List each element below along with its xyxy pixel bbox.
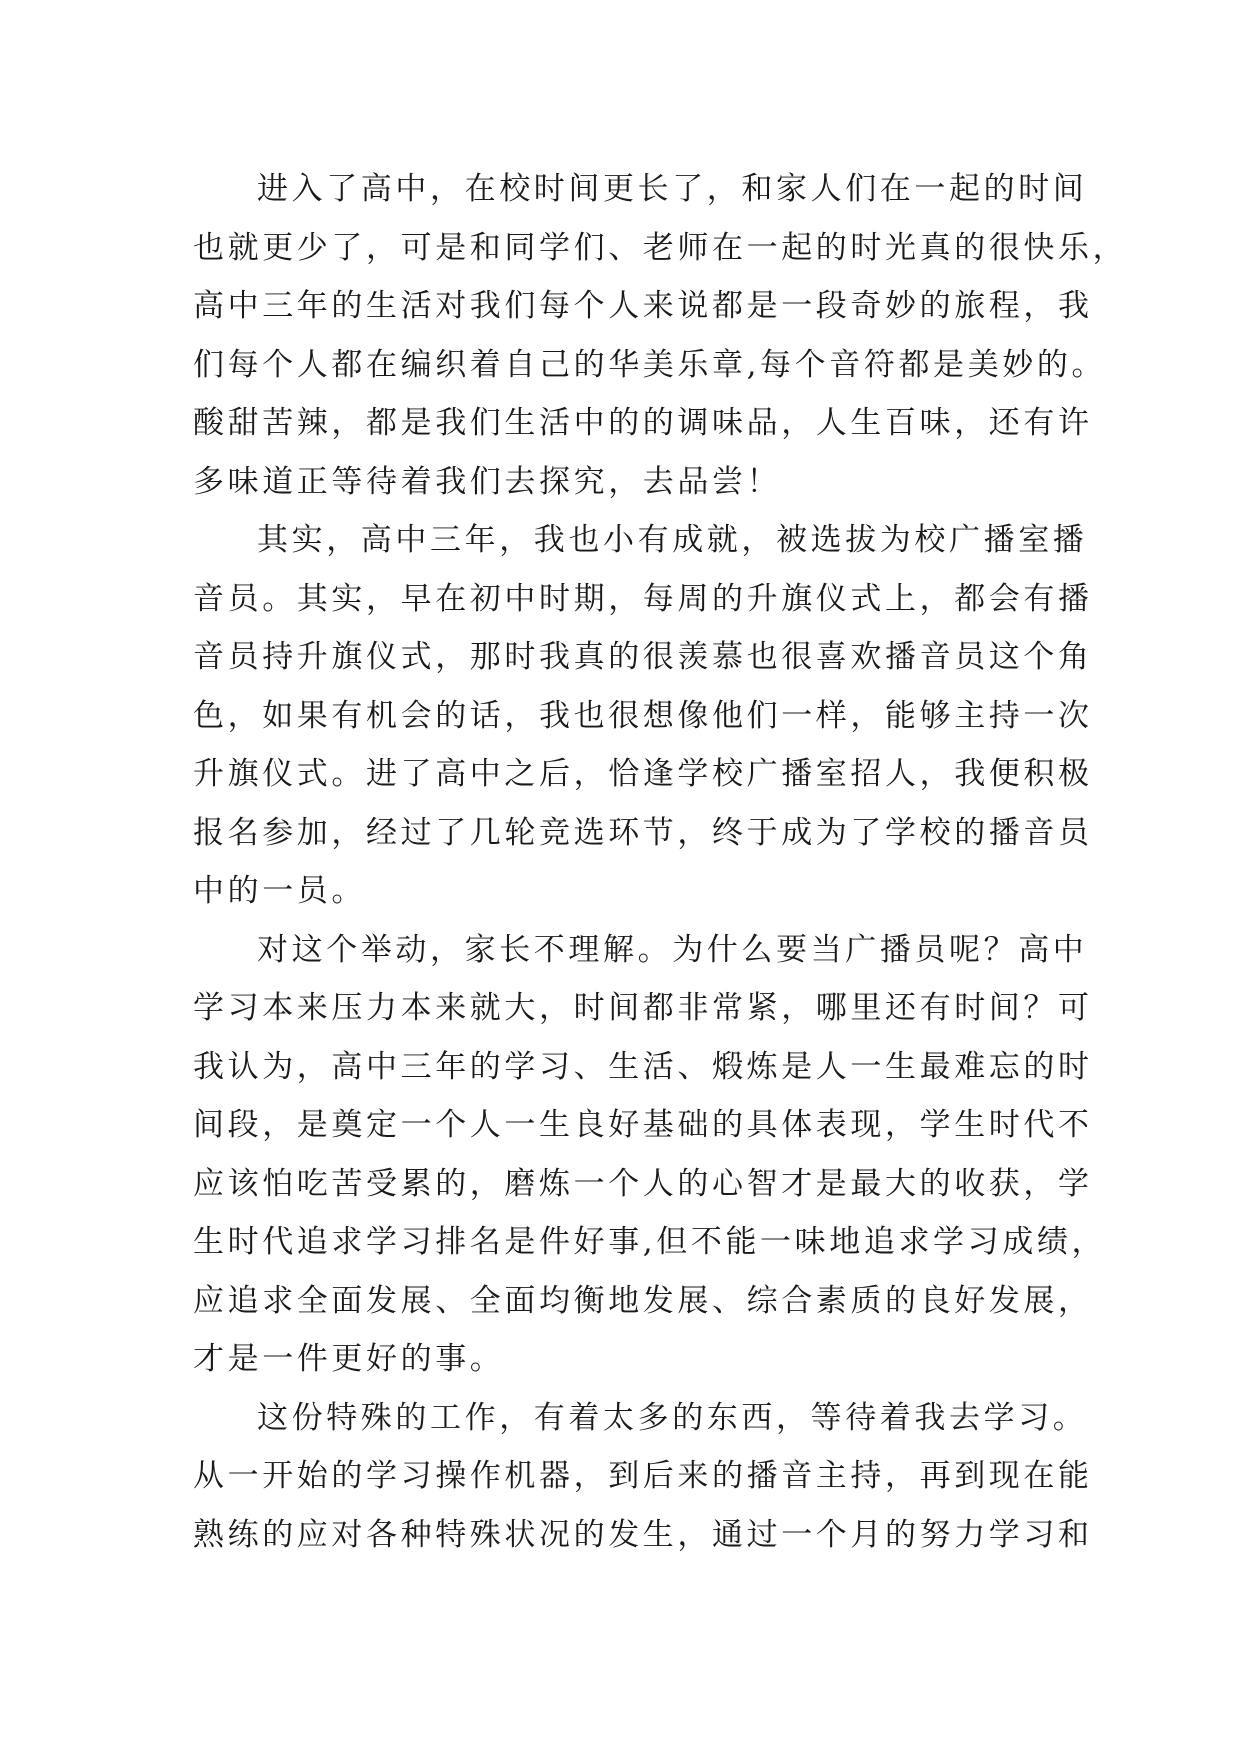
paragraph: [193, 1389, 1093, 1565]
text-line: 色，如果有机会的话，我也很想像他们一样，能够主持一次: [193, 697, 1093, 734]
text-line: 报名参加，经过了几轮竞选环节，终于成为了学校的播音员: [193, 814, 1093, 851]
paragraph: [193, 921, 1107, 1389]
text-line: 对这个举动，家长不理解。为什么要当广播员呢？高中: [257, 931, 1088, 968]
text-line: 其实，高中三年，我也小有成就，被选拔为校广播室播: [257, 522, 1088, 558]
text-line: 这份特殊的工作，有着太多的东西，等待着我去学习。: [257, 1399, 1088, 1436]
text-line: 中的一员。: [193, 873, 366, 909]
text-line: 间段，是奠定一个人一生良好基础的具体表现，学生时代不: [193, 1107, 1093, 1143]
text-line: 们每个人都在编织着自己的华美乐章,每个音符都是美妙的。: [193, 346, 1107, 383]
text-line: 才是一件更好的事。: [193, 1341, 505, 1377]
text-line: 也就更少了，可是和同学们、老师在一起的时光真的很快乐，: [193, 229, 1128, 266]
text-line: 进入了高中，在校时间更长了，和家人们在一起的时间: [257, 171, 1088, 207]
text-line: 熟练的应对各种特殊状况的发生，通过一个月的努力学习和: [193, 1516, 1093, 1553]
text-line: 我认为，高中三年的学习、生活、煅炼是人一生最难忘的时: [193, 1048, 1093, 1085]
text-line: 酸甜苦辣，都是我们生活中的的调味品，人生百味，还有许: [193, 405, 1093, 441]
text-line: 升旗仪式。进了高中之后，恰逢学校广播室招人，我便积极: [193, 756, 1093, 792]
document-body: [193, 160, 1128, 1564]
text-line: 高中三年的生活对我们每个人来说都是一段奇妙的旅程，我: [193, 288, 1093, 324]
paragraph: [193, 160, 1128, 511]
text-line: 应该怕吃苦受累的，磨炼一个人的心智才是最大的收获，学: [193, 1165, 1093, 1202]
text-line: 音员。其实，早在初中时期，每周的升旗仪式上，都会有播: [193, 580, 1093, 617]
text-line: 学习本来压力本来就大，时间都非常紧，哪里还有时间？可: [193, 990, 1093, 1026]
text-line: 生时代追求学习排名是件好事,但不能一味地追求学习成绩，: [193, 1224, 1107, 1260]
text-line: 从一开始的学习操作机器，到后来的播音主持，再到现在能: [193, 1458, 1093, 1494]
text-line: 音员持升旗仪式，那时我真的很羡慕也很喜欢播音员这个角: [193, 639, 1093, 675]
paragraph: [193, 511, 1093, 921]
text-line: 应追求全面发展、全面均衡地发展、综合素质的良好发展，: [193, 1282, 1093, 1319]
text-line: 多味道正等待着我们去探究，去品尝！: [193, 463, 782, 500]
